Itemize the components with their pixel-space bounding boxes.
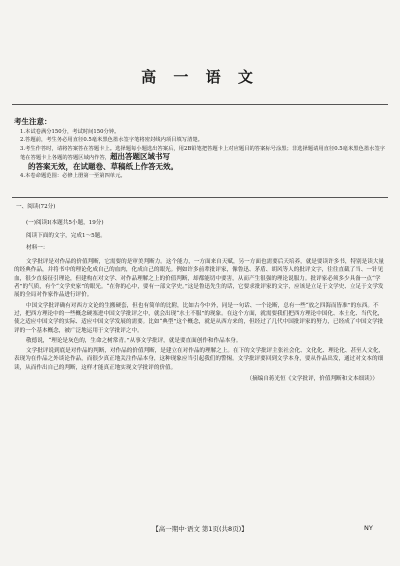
divider-mid [12,197,388,198]
paragraph-1: 文学批评是对作品的价值判断，它需要的是审美判断力。这个能力，一方面来自天赋，另一方面也需要后天培养，就是要读许多书，特别是读大量的经典作品，并将书中的理论化成自己的血肉，化成自己的眼光。例如许多前辈批评家，像鲁迅、茅盾、胡风等人的批评文字，往往直截了当、一针见血，很少直接征引理论，但建构在对文学、对作品理解之上的价值判断，却都能切中要害，从而产生很强的理论说服力。批评家必须多少具备一点“学者”的气质，有个“文学史家”的眼光。“在你的心中，要有一部文学史。”这是鲁迅先生的话，它要求批评家的文字，应该是立足于文学史、立足于文学发展的全局对作家作品进行评价。 [14,259,385,299]
notice-item-4: 4.本卷命题范围：必修上册第一至第四单元。 [20,173,126,180]
notice-item-3 [20,145,388,163]
notice-highlight-1: 超出答题区域书写 [110,152,171,162]
paragraph-4: 文学批评说到底是对作品的判断，对作品的价值判断，是建立在对作品的理解之上。在下的文学批评主张社会化、文化化、理论化、甚至人文化，表现为在作品之外谈论作品，而很少真正地关注作品本身，这种现象应当引起我们的警惕。文学批评要回到文学本身，要从作品出发，通过对文本的细读，从而作出自己的判断，这样才能真正地实现文学批评的价值。 [14,348,385,371]
reading-section [14,203,386,383]
section-heading: 一、阅读(72分) [16,204,56,210]
notice-highlight-line [20,163,388,172]
paragraph-3: 敬德说，“理论是灰色的，生命之树常青。”从事文学批评，就是要直面创作和作品本身。 [26,337,242,344]
page-footer: 【高一期中·语文 第1页(共8页)】 [152,525,248,533]
instructions: 阅读下面的文字，完成1～5题。 [26,232,106,239]
notice-heading: 考生注意： [14,117,52,126]
material-label: 材料一： [26,244,49,251]
notice-item-3-text: 3.考生作答时，请将答案答在答题卡上。选择题每小题选出答案后，用2B铅笔把答题卡上对应题目的答案标号涂黑；非选择题请用直径0.5毫米黑色墨水签字笔在答题卡上各题的答题区域内作答， [20,145,386,162]
page-title: 高 一 语 文 [141,68,259,86]
subsection-heading: (一)阅读Ⅰ(本题共5小题，19分) [26,220,104,227]
notice-item-2: 2.答题前，考生务必用直径0.5毫米黑色墨水签字笔将密封线内项目填写清楚。 [20,137,203,144]
notice-item-1: 1.本试卷满分150分，考试时间150分钟。 [20,129,120,135]
footer-code: NY [364,524,373,532]
notice-highlight-2: 的答案无效，在试题卷、草稿纸上作答无效。 [28,161,178,171]
paragraph-2: 中国文学批评确有对西方文论的生搬硬套，但也有简单的比附，比如古今中外，同是一句话、一个论断，总有一些“放之四海而皆准”的东西。不过，把西方理论中的一些概念硬塞进中国文学批评之中，就会出现“水土不服”的现象。在这个方面，就需要我们把西方理论中国化、本土化、当代化，使之适应中国文学的实际、适应中国文学发展的需要。比如“典型”这个概念，就是从西方来的，但经过了几代中国批评家的努力，已经成了中国文学批评的一个基本概念，被广泛地运用于文学批评之中。 [14,302,384,334]
notice-block [20,128,388,180]
source-citation: （摘编自蒋光恒《文学批评，价值判断和文本细读》） [246,376,378,383]
divider-top [12,104,388,105]
